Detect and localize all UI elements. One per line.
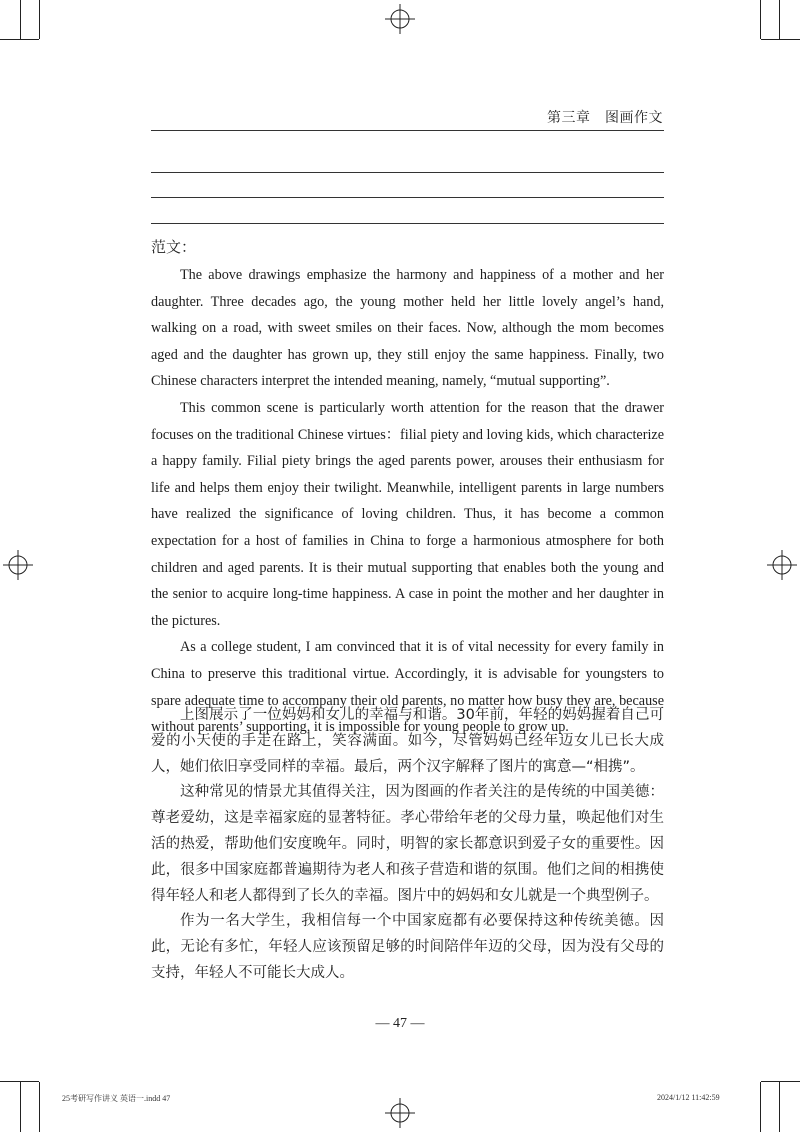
chinese-paragraph: 作为一名大学生，我相信每一个中国家庭都有必要保持这种传统美德。因此，无论有多忙，年轻人应该预留足够的时间陪伴年迈的父母，因为没有父母的支持，年轻人不可能长大成人。 (151, 913, 664, 981)
answer-line (151, 197, 664, 198)
sample-essay-label: 范文： (151, 238, 197, 256)
crop-mark-tr-h (761, 39, 800, 40)
registration-mark-bottom (385, 1098, 415, 1128)
slug-timestamp: 2024/1/12 11:42:59 (657, 1093, 720, 1102)
english-essay (151, 262, 664, 741)
crop-mark-bl-v2 (20, 1082, 21, 1132)
header-rule (151, 130, 664, 131)
crop-mark-tl-v2 (20, 0, 21, 39)
slug-file-name: 25考研写作讲义 英语一.indd 47 (62, 1094, 171, 1103)
english-paragraph: The above drawings emphasize the harmony and happiness of a mother and her daughter. Three decades ago, the young mother held her little lovely angel’s hand, walking on a road, with sweet smiles on their faces. Now, although the mom becomes aged and the daughter has grown up, they still enjoy the same happiness. Finally, two Chinese characters interpret the intended meaning, namely, “mutual supporting”. (151, 267, 664, 390)
crop-mark-tr-v (760, 0, 761, 39)
english-paragraph: This common scene is particularly worth attention for the reason that the drawer focuses on the traditional Chinese virtues：filial piety and loving kids, which characterize a happy family. Filial piety brings the aged parents power, arouses their enthusiasm for life and helps them enjoy their twilight. Meanwhile, intelligent parents in large numbers have realized the significance of loving children. Thus, it has become a common expectation for a host of families in China to forge a harmonious atmosphere for both children and aged parents. It is their mutual supporting that enables both the young and the senior to acquire long-time happiness. A case in point the mother and her daughter in the pictures. (151, 399, 664, 629)
page-number: — 47 — (375, 1016, 425, 1031)
crop-mark-br-v2 (779, 1082, 780, 1132)
answer-line (151, 172, 664, 173)
chinese-paragraph: 这种常见的情景尤其值得关注，因为图画的作者关注的是传统的中国美德：尊老爱幼，这是幸福家庭的显著特征。孝心带给年老的父母力量，唤起他们对生活的热爱，帮助他们安度晚年。同时，明智的家长都意识到爱子女的重要性。因此，很多中国家庭都普遍期待为老人和孩子营造和谐的氛围。他们之间的相携使得年轻人和老人都得到了长久的幸福。图片中的妈妈和女儿就是一个典型例子。 (151, 784, 664, 904)
crop-mark-br-h (761, 1081, 800, 1082)
crop-mark-br-v (760, 1082, 761, 1132)
chinese-paragraph: 上图展示了一位妈妈和女儿的幸福与和谐。30年前，年轻的妈妈握着自己可爱的小天使的手走在路上，笑容满面。如今，尽管妈妈已经年迈女儿已长大成人，她们依旧享受同样的幸福。最后，两个汉字解释了图片的寓意—“相携”。 (151, 707, 664, 775)
crop-mark-tl-h (0, 39, 39, 40)
crop-mark-tl-v (39, 0, 40, 39)
registration-mark-top (385, 4, 415, 34)
chinese-translation (151, 703, 664, 987)
registration-mark-right (767, 550, 797, 580)
english-paragraph: As a college student, I am convinced that it is of vital necessity for every family in China to preserve this traditional virtue. Accordingly, it is advisable for youngsters to spare adequate time to accompany their old parents, no matter how busy they are, because without parents’ supporting, it is impossible for young people to grow up. (151, 639, 664, 736)
crop-mark-tr-v2 (779, 0, 780, 39)
answer-line (151, 223, 664, 224)
crop-mark-bl-v (39, 1082, 40, 1132)
registration-mark-left (3, 550, 33, 580)
chapter-title: 第三章 图画作文 (547, 110, 663, 126)
